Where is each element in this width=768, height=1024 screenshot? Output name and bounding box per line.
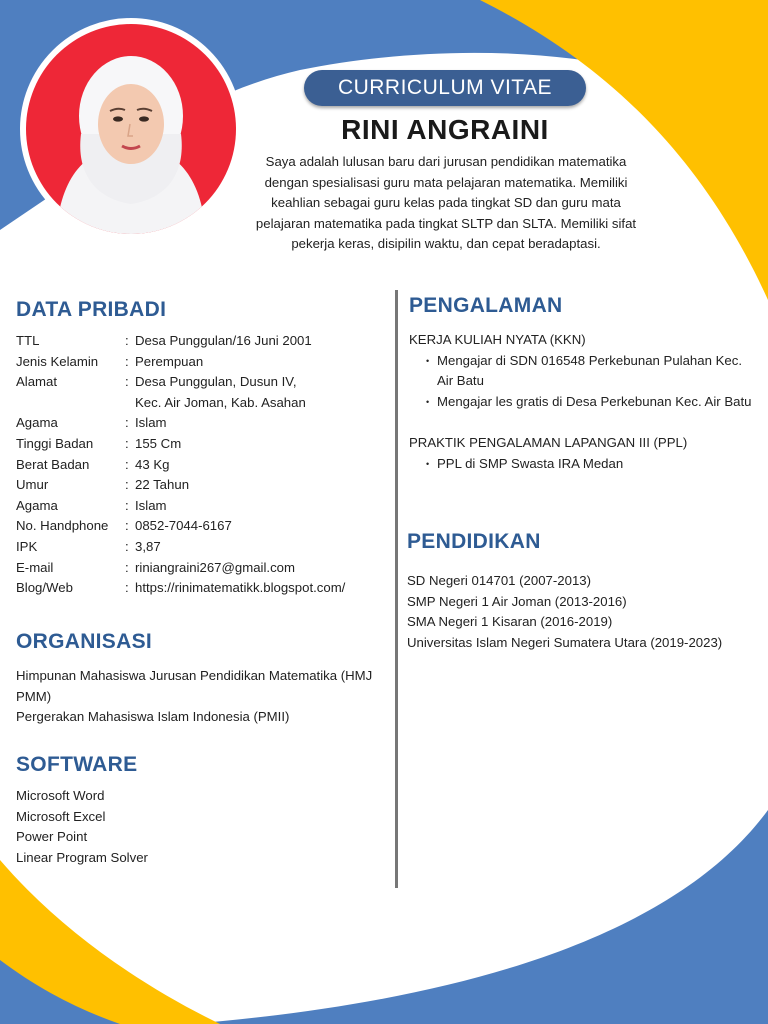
personal-row: TTL : Desa Punggulan/16 Juni 2001 xyxy=(16,331,388,352)
personal-label: Agama xyxy=(16,415,58,431)
list-item: • Mengajar di SDN 016548 Perkebunan Pulahan Kec. Air Batu xyxy=(409,351,754,392)
personal-value: 155 Cm xyxy=(135,435,182,451)
person-name: RINI ANGRAINI xyxy=(341,114,549,145)
list-item: SMP Negeri 1 Air Joman (2013-2016) xyxy=(407,593,627,609)
profile-photo xyxy=(20,18,242,240)
experience-heading: KERJA KULIAH NYATA (KKN) xyxy=(409,332,586,347)
personal-row: Tinggi Badan : 155 Cm xyxy=(16,434,388,455)
bullet-icon: • xyxy=(426,355,430,366)
list-item: SD Negeri 014701 (2007-2013) xyxy=(407,573,592,588)
personal-row: IPK : 3,87 xyxy=(16,537,388,558)
personal-value: 3,87 xyxy=(135,538,161,554)
personal-label: Alamat xyxy=(16,374,58,390)
column-divider xyxy=(395,290,398,888)
personal-label: Agama xyxy=(16,497,58,513)
blog-value: https://rinimatematikk.blogspot.com/ xyxy=(135,580,346,596)
pendidikan-list xyxy=(407,571,767,653)
profile-summary: Saya adalah lulusan baru dari jurusan pendidikan matematika dengan spesialisasi guru mata pelajaran matematika. Memiliki keahlian sebagai guru kelas pada tingkat SD dan guru mata pelajaran matematika pada tingkat SLTP dan SLTA. Memiliki sifat pekerja keras, disipilin waktu, dan cepat beradaptasi. xyxy=(255,154,637,251)
pengalaman-list xyxy=(409,330,754,475)
bullet-icon: • xyxy=(426,396,430,407)
personal-value: 22 Tahun xyxy=(135,477,190,493)
personal-label: Berat Badan xyxy=(16,456,90,472)
personal-value: 0852-7044-6167 xyxy=(135,518,232,534)
personal-label: No. Handphone xyxy=(16,518,109,534)
personal-value: Islam xyxy=(135,415,167,431)
personal-label: E-mail xyxy=(16,559,54,575)
organisasi-list xyxy=(16,666,388,728)
personal-row: Agama : Islam xyxy=(16,496,388,517)
personal-label: Blog/Web xyxy=(16,580,73,596)
list-item: • PPL di SMP Swasta IRA Medan xyxy=(409,454,754,475)
personal-label: Tinggi Badan xyxy=(16,435,94,451)
list-item: Microsoft Excel xyxy=(16,808,106,824)
portrait-illustration xyxy=(26,24,236,234)
software-list xyxy=(16,786,388,868)
email-value: riniangraini267@gmail.com xyxy=(135,559,295,575)
personal-row: No. Handphone : 0852-7044-6167 xyxy=(16,516,388,537)
personal-value: 43 Kg xyxy=(135,456,170,472)
experience-heading: PRAKTIK PENGALAMAN LAPANGAN III (PPL) xyxy=(409,435,688,451)
cv-title-badge: CURRICULUM VITAE xyxy=(304,70,586,106)
personal-row: E-mail : riniangraini267@gmail.com xyxy=(16,558,388,579)
section-title-pendidikan: PENDIDIKAN xyxy=(407,530,541,553)
list-item: Microsoft Word xyxy=(16,788,105,803)
list-item: Power Point xyxy=(16,829,88,845)
list-item: • Mengajar les gratis di Desa Perkebunan Kec. Air Batu xyxy=(409,392,754,413)
personal-value: Desa Punggulan, Dusun IV, Kec. Air Joman, Kab. Asahan xyxy=(135,374,306,410)
section-title-pengalaman: PENGALAMAN xyxy=(409,294,563,317)
list-item: Universitas Islam Negeri Sumatera Utara (2019-2023) xyxy=(407,634,723,650)
list-item: Himpunan Mahasiswa Jurusan Pendidikan Matematika (HMJ PMM) xyxy=(16,668,373,704)
section-title-data-pribadi: DATA PRIBADI xyxy=(16,298,167,321)
personal-label: IPK xyxy=(16,538,38,554)
personal-row: Jenis Kelamin : Perempuan xyxy=(16,352,388,373)
section-title-software: SOFTWARE xyxy=(16,753,138,776)
list-item: Pergerakan Mahasiswa Islam Indonesia (PMII) xyxy=(16,709,290,725)
personal-row: Blog/Web : https://rinimatematikk.blogspot.com/ xyxy=(16,578,388,599)
personal-row: Umur : 22 Tahun xyxy=(16,475,388,496)
list-item: Linear Program Solver xyxy=(16,849,148,865)
list-item: SMA Negeri 1 Kisaran (2016-2019) xyxy=(407,614,613,630)
bullet-icon: • xyxy=(426,458,430,469)
personal-value: Desa Punggulan/16 Juni 2001 xyxy=(135,333,312,348)
section-title-organisasi: ORGANISASI xyxy=(16,630,153,653)
personal-row: Berat Badan : 43 Kg xyxy=(16,455,388,476)
personal-label: TTL xyxy=(16,333,40,348)
personal-data-list xyxy=(16,331,388,599)
personal-row: Agama : Islam xyxy=(16,413,388,434)
personal-value: Perempuan xyxy=(135,353,204,369)
personal-value: Islam xyxy=(135,497,167,513)
personal-label: Umur xyxy=(16,477,49,493)
personal-label: Jenis Kelamin xyxy=(16,353,99,369)
personal-row: Alamat : Desa Punggulan, Dusun IV, Kec. Air Joman, Kab. Asahan xyxy=(16,372,388,413)
